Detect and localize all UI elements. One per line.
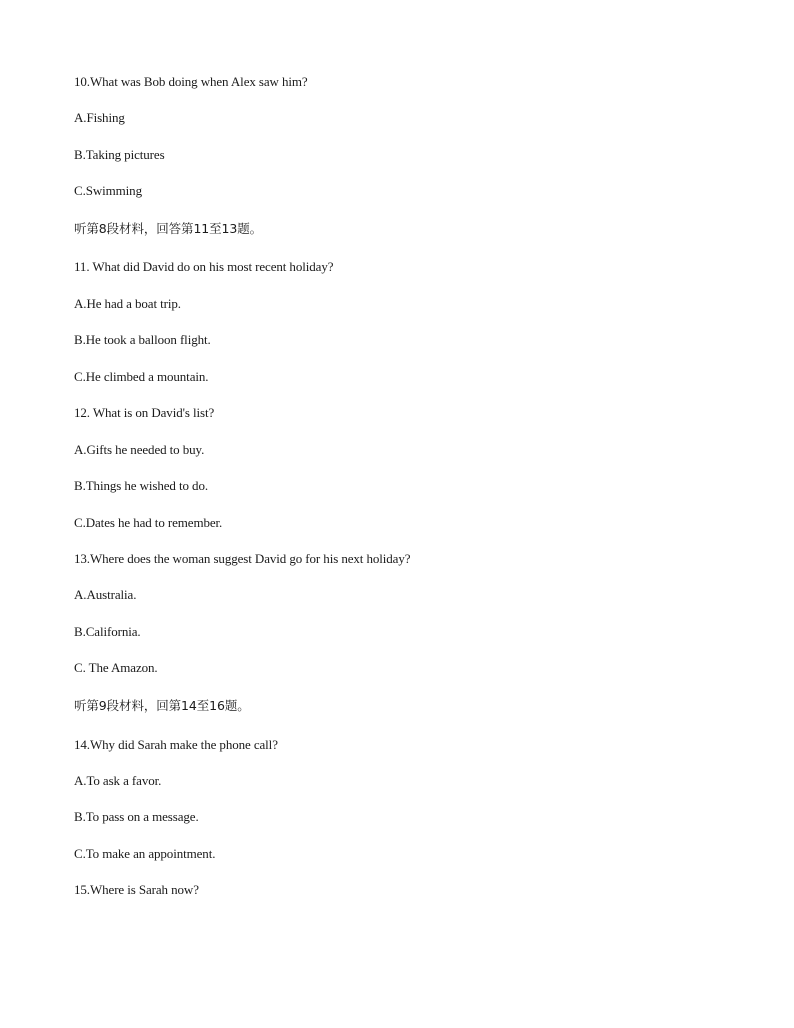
question-11: 11. What did David do on his most recent holiday?: [74, 259, 334, 274]
option-12c: C.Dates he had to remember.: [74, 515, 223, 530]
option-13b: B.California.: [74, 624, 141, 639]
option-13c: C. The Amazon.: [74, 660, 158, 675]
option-10b: B.Taking pictures: [74, 147, 165, 162]
option-14b: B.To pass on a message.: [74, 809, 199, 824]
option-12a: A.Gifts he needed to buy.: [74, 442, 205, 457]
option-11c: C.He climbed a mountain.: [74, 369, 209, 384]
question-12: 12. What is on David's list?: [74, 405, 215, 420]
section-9-instruction: 听第9段材料，回第14至16题。: [74, 698, 250, 713]
option-11a: A.He had a boat trip.: [74, 296, 181, 311]
option-10a: A.Fishing: [74, 110, 125, 125]
question-13: 13.Where does the woman suggest David go for his next holiday?: [74, 551, 411, 566]
option-11b: B.He took a balloon flight.: [74, 332, 211, 347]
option-12b: B.Things he wished to do.: [74, 478, 208, 493]
section-8-instruction: 听第8段材料，回答第11至13题。: [74, 221, 263, 236]
question-10: 10.What was Bob doing when Alex saw him?: [74, 74, 308, 89]
option-14c: C.To make an appointment.: [74, 846, 216, 861]
question-14: 14.Why did Sarah make the phone call?: [74, 737, 278, 752]
option-14a: A.To ask a favor.: [74, 773, 162, 788]
option-13a: A.Australia.: [74, 587, 137, 602]
question-15: 15.Where is Sarah now?: [74, 882, 199, 897]
option-10c: C.Swimming: [74, 183, 142, 198]
